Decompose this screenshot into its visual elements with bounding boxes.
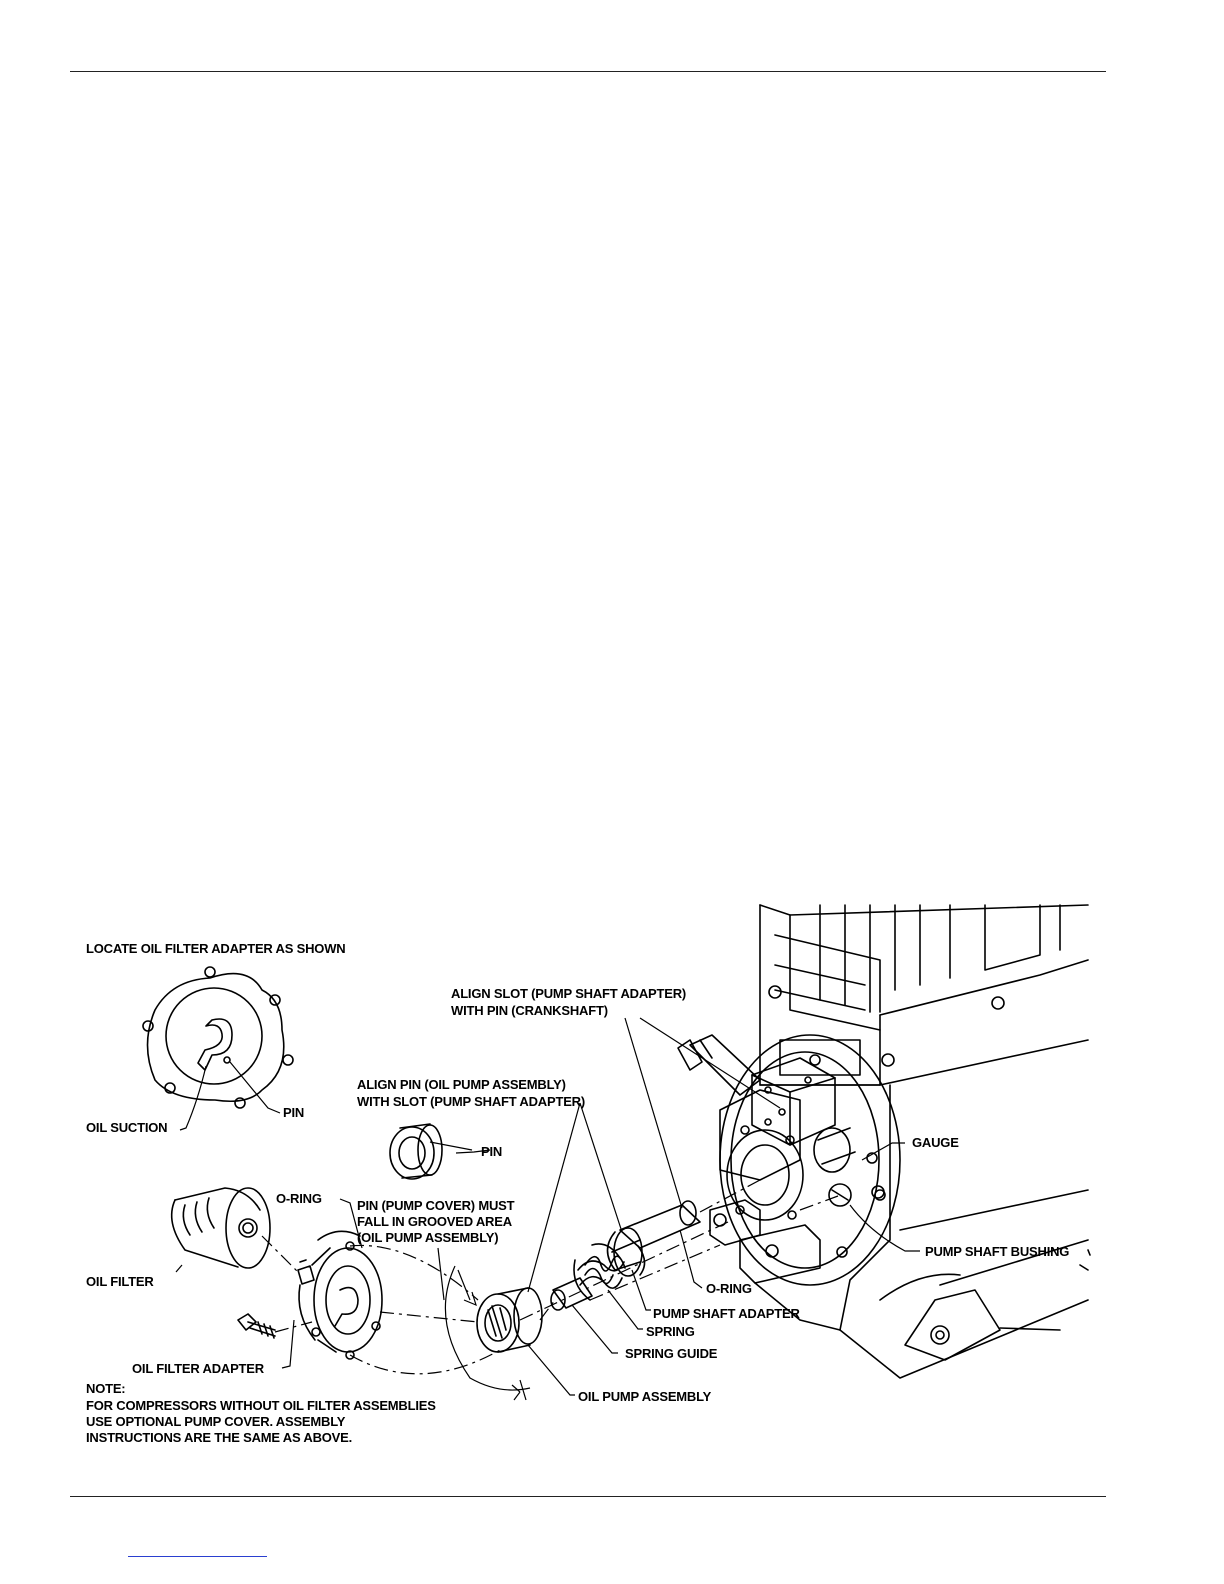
- label-note-line-3: INSTRUCTIONS ARE THE SAME AS ABOVE.: [86, 1430, 353, 1445]
- oil-pump-assembly-drawing: [477, 1288, 542, 1352]
- footer-link-underline[interactable]: [128, 1556, 267, 1557]
- label-o-ring-right: O-RING: [706, 1281, 752, 1296]
- adapter-plate-top-view-drawing: [143, 967, 293, 1108]
- label-oil-filter: OIL FILTER: [86, 1274, 154, 1289]
- label-note-line-1: FOR COMPRESSORS WITHOUT OIL FILTER ASSEMBLIES: [86, 1398, 436, 1413]
- label-o-ring-left: O-RING: [276, 1191, 322, 1206]
- label-spring: SPRING: [646, 1324, 695, 1339]
- label-oil-suction: OIL SUCTION: [86, 1120, 168, 1135]
- header-rule: [70, 71, 1106, 72]
- label-align-slot-1: ALIGN SLOT (PUMP SHAFT ADAPTER): [451, 986, 687, 1001]
- oil-pump-exploded-diagram: [0, 880, 1224, 1460]
- label-align-pin-2: WITH SLOT (PUMP SHAFT ADAPTER): [357, 1094, 585, 1109]
- pin-cylinder-drawing: [390, 1124, 442, 1179]
- label-align-pin-1: ALIGN PIN (OIL PUMP ASSEMBLY): [357, 1077, 566, 1092]
- label-pump-shaft-bushing: PUMP SHAFT BUSHING: [925, 1244, 1070, 1259]
- label-pump-shaft-adapter: PUMP SHAFT ADAPTER: [653, 1306, 800, 1321]
- footer-rule: [70, 1496, 1106, 1497]
- oil-filter-adapter-drawing: [238, 1231, 382, 1359]
- label-pin-top: PIN: [283, 1105, 305, 1120]
- label-pin-mid: PIN: [481, 1144, 503, 1159]
- label-locate-adapter: LOCATE OIL FILTER ADAPTER AS SHOWN: [86, 941, 346, 956]
- spring-guide-drawing: [551, 1278, 592, 1310]
- label-pin-cover-2: FALL IN GROOVED AREA: [357, 1214, 512, 1229]
- label-spring-guide: SPRING GUIDE: [625, 1346, 718, 1361]
- label-gauge: GAUGE: [912, 1135, 959, 1150]
- label-oil-filter-adapter: OIL FILTER ADAPTER: [132, 1361, 264, 1376]
- centerlines: [262, 1180, 838, 1374]
- label-pin-cover-3: (OIL PUMP ASSEMBLY): [357, 1230, 499, 1245]
- oil-filter-drawing: [172, 1188, 270, 1268]
- label-oil-pump-assembly: OIL PUMP ASSEMBLY: [578, 1389, 712, 1404]
- label-note-line-2: USE OPTIONAL PUMP COVER. ASSEMBLY: [86, 1414, 346, 1429]
- label-pin-cover-1: PIN (PUMP COVER) MUST: [357, 1198, 515, 1213]
- pump-shaft-adapter-drawing: [608, 1201, 701, 1276]
- label-note-heading: NOTE:: [86, 1381, 126, 1396]
- label-align-slot-2: WITH PIN (CRANKSHAFT): [451, 1003, 608, 1018]
